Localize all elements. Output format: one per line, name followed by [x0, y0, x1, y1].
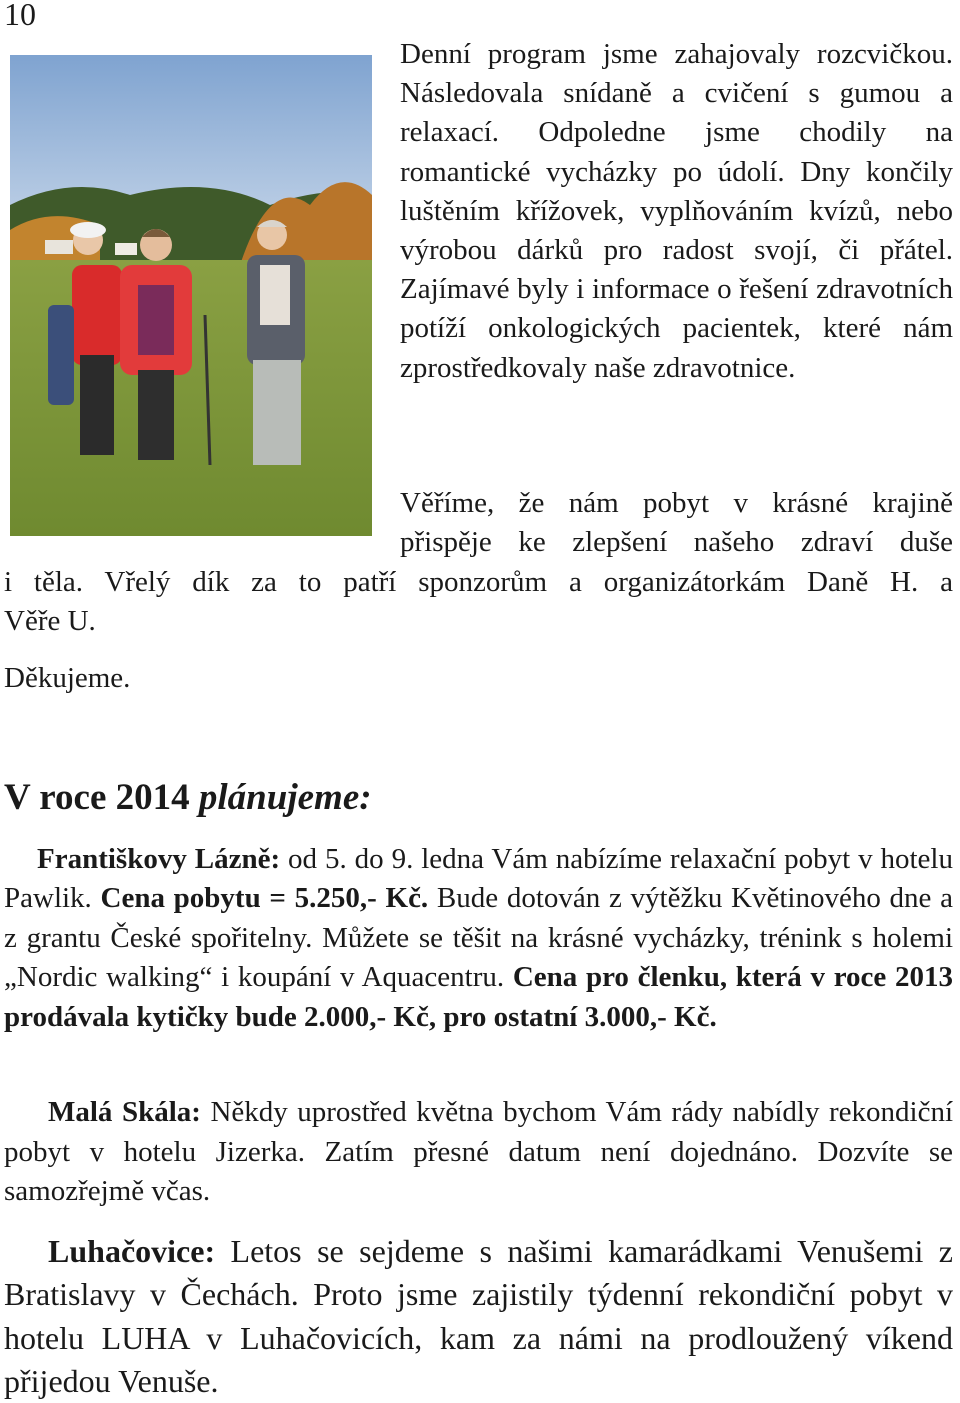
- frantiskovy-member-price: Cena pro členku, která v roce 2013 prodávala kytičky bude 2.000,- Kč, pro ostatní 3.000,- Kč.: [4, 961, 953, 1033]
- luhacovice-text: Letos se sejdeme s našimi kamarádkami Venušemi z Bratislavy v Čechách. Proto jsme zajistily týdenní rekondiční pobyt v hotelu LUHA v Luhačovicích, kam za námi na prodloužený víkend přijedou Venuše.: [4, 1233, 953, 1399]
- luhacovice-name: Luhačovice:: [48, 1233, 216, 1269]
- mala-skala-paragraph: [4, 1093, 953, 1212]
- luhacovice-paragraph: [4, 1230, 953, 1403]
- frantiskovy-name: Františkovy Lázně:: [37, 843, 281, 875]
- page-number: 10: [4, 0, 36, 32]
- thanks-end: Věře U.: [4, 605, 96, 637]
- frantiskovy-paragraph: [4, 840, 953, 1037]
- intro-paragraph: Denní program jsme zahajovaly rozcvičkou. Následovala snídaně a cvičení s gumou a relaxací. Odpoledne jsme chodily na romantické vycházky po údolí. Dny končily luštěním křížovek, vyplňováním kvízů, nebo výrobou dárků pro radost svojí, či přátel. Zajímavé byly i informace o řešení zdravotních potíží onkologických pacientek, které nám zprostředkovaly naše zdravotnice.: [400, 38, 953, 384]
- thanks-line: i těla. Vřelý dík za to patří sponzorům a organizátorkám Daně H. a: [4, 566, 953, 598]
- wish-line-2: přispěje ke zlepšení našeho zdraví duše: [400, 526, 953, 558]
- closing-text: Děkujeme.: [4, 662, 131, 694]
- wish-line-1: Věříme, že nám pobyt v krásné krajině: [400, 487, 953, 519]
- frantiskovy-text1: od 5. do 9. ledna Vám nabízíme relaxační pobyt v hotelu Pawlik.: [4, 843, 953, 915]
- frantiskovy-text2: Bude dotován z výtěžku Květinového dne a z grantu České spořitelny. Můžete se těšit na krásné vycházky, trénink s holemi „Nordic walking“ i koupání v Aquacentru.: [4, 882, 953, 994]
- plans-heading-emph: plánujeme:: [198, 777, 372, 818]
- frantiskovy-price: Cena pobytu = 5.250,- Kč.: [100, 882, 429, 915]
- plans-heading: [4, 776, 372, 819]
- hikers-photo-image: [10, 55, 372, 536]
- mala-skala-text: Někdy uprostřed května bychom Vám rády nabídly rekondiční pobyt v hotelu Jizerka. Zatím přesné datum není dojednáno. Dozvíte se samozřejmě včas.: [4, 1096, 953, 1207]
- mala-skala-name: Malá Skála:: [48, 1096, 201, 1128]
- hikers-photo: [10, 55, 372, 536]
- plans-heading-prefix: V roce 2014: [4, 777, 199, 818]
